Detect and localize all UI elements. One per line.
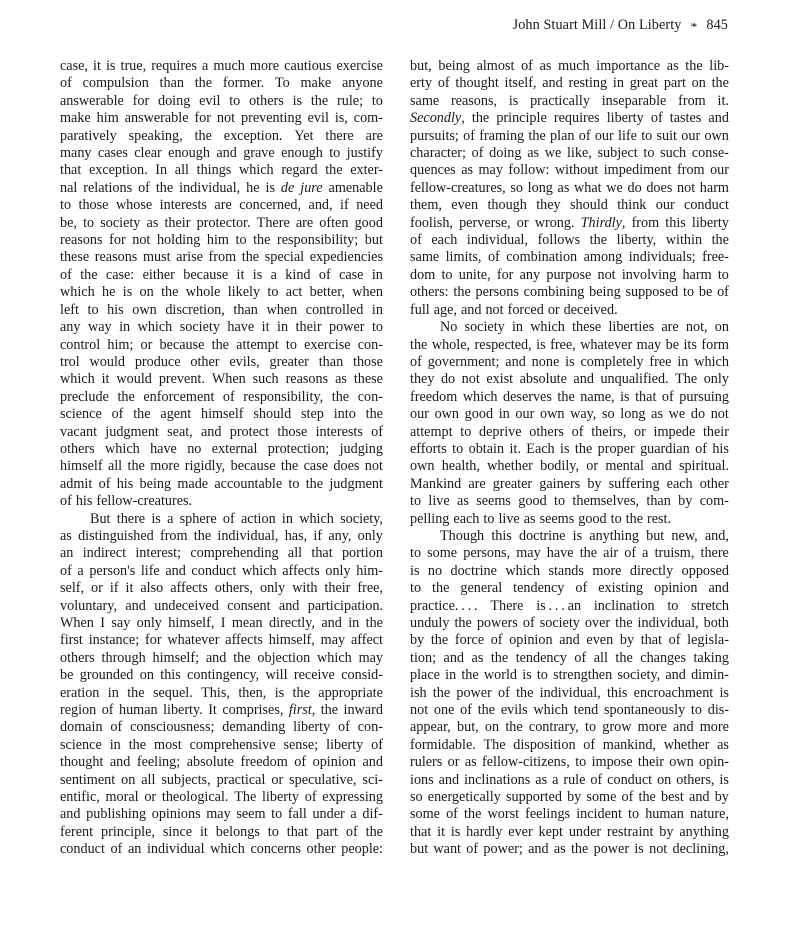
text-line: any way in which society have it in their power to [60,319,383,336]
text-line: as distinguished from the individual, has, if any, only [60,527,383,544]
text-line: same reasons, is practically inseparable from it. [410,92,729,109]
text-line: others: the persons combining being supposed to be of [410,284,729,301]
text-line: full age, and not forced or deceived. [410,301,618,318]
left-text-column [60,58,383,859]
text-line: which it would prevent. When such reasons as these [60,371,383,388]
page-number: 845 [706,17,728,33]
text-line: others through himself; and the objection which may [60,649,383,666]
text-line: pelling each to live as seems good to the rest. [410,510,672,527]
text-line: but, being almost of as much importance as the lib- [410,58,729,74]
text-line: so energetically supported by some of the best and by [410,789,729,806]
text-line: of government; and none is completely free in which [410,353,729,370]
text-line: these reasons must arise from the special expediencies [60,249,383,266]
text-line: and publishing opinions may seem to fall under a dif- [60,806,383,823]
text-line: which he is on the whole likely to act better, when [60,284,383,301]
header-title: On Liberty [617,17,682,33]
text-line: efforts to obtain it. Each is the proper guardian of his [410,440,729,457]
text-line: to live as seems good to themselves, than by com- [410,493,729,510]
text-line: science in the most comprehensive sense; liberty of [60,736,383,753]
text-line: attempt to deprive others of theirs, or impede their [410,423,729,440]
text-line: of the case: either because it is a kind of case in [60,266,383,283]
text-line: place in the world is to strengthen society, and dimin- [410,667,729,684]
text-line: of each individual, follows the liberty, within the [410,232,729,249]
text-line: to some persons, may have the air of a truism, there [410,545,729,562]
text-line: freedom which deserves the name, is that of pursuing [410,388,729,405]
text-line: appear, but, on the contrary, to grow more and more [410,719,729,736]
text-line: many cases clear enough and grave enough to justify [60,145,383,162]
text-line: is no doctrine which stands more directly opposed [410,562,729,579]
text-line: of compulsion than the former. To make anyone [60,75,383,92]
text-line: practice. . . . There is . . . an inclination to stretch [410,597,729,614]
text-line: pursuits; of framing the plan of our life to suit our own [410,127,729,144]
text-line: to those whose interests are concerned, and, if need [60,197,383,214]
text-line: science of the agent himself should step into the [60,406,383,423]
text-line: but want of power; and as the power is not declining, [410,841,729,858]
text-line: an indirect interest; comprehending all that portion [60,545,383,562]
text-line: answerable for doing evil to others is the rule; to [60,92,383,109]
text-line: region of human liberty. It comprises, first, the inward [60,702,383,719]
right-text-column [410,58,729,859]
text-line: by the force of opinion and even by that of legisla- [410,632,729,649]
text-line: Mankind are greater gainers by suffering each other [410,475,729,492]
text-line: same limits, of combination among individuals; free- [410,249,729,266]
text-line: first instance; for whatever affects himself, may affect [60,632,383,649]
text-line: trol would produce other evils, greater than those [60,353,383,370]
text-line: nal relations of the individual, he is de jure amenable [60,179,383,196]
text-line: foolish, perverse, or wrong. Thirdly, from this liberty [410,214,729,231]
text-line: sentiment on all subjects, practical or speculative, sci- [60,771,383,788]
text-line: preclude the enforcement of responsibility, the con- [60,388,383,405]
text-line: ferent principle, since it belongs to that part of the [60,823,383,840]
text-line: to the general tendency of existing opinion and [410,580,729,597]
text-line: When I say only himself, I mean directly, and in the [60,615,383,631]
text-line: ions and inclinations as a rule of conduct on others, is [410,771,729,788]
text-line: fellow-creatures, so long as what we do does not harm [410,179,729,196]
text-line: But there is a sphere of action in which society, [90,510,383,527]
text-line: thought and feeling; absolute freedom of opinion and [60,754,383,771]
text-line: No society in which these liberties are not, on [440,319,729,336]
text-line: of a person's life and conduct which affects only him- [60,562,383,579]
text-line: not one of the evils which tend spontaneously to dis- [410,702,729,719]
text-line: vacant judgment seat, and protect those interests of [60,423,383,440]
text-line: case, it is true, requires a much more cautious exercise [60,58,383,74]
text-line: domain of consciousness; demanding liberty of con- [60,719,383,736]
text-line: tion; and as the tendency of all the changes taking [410,649,729,666]
text-line: others which have no external protection; judging [60,440,383,457]
text-line: make him answerable for not preventing evil is, com- [60,110,383,127]
text-line: rulers or as fellow-citizens, to impose their own opin- [410,754,729,771]
text-line: eration in the sequel. This, then, is the appropriate [60,684,383,701]
text-line: unduly the powers of society over the individual, both [410,615,729,631]
text-line: quences as may follow: without impediment from our [410,162,729,179]
text-line: that it is hardly ever kept under restraint by anything [410,823,729,840]
text-line: own health, whether bodily, or mental and spiritual. [410,458,729,475]
text-line: control him; or because the attempt to exercise con- [60,336,383,353]
text-line: character; of doing as we like, subject to such conse- [410,145,729,162]
text-line: conduct of an individual which concerns other people: [60,841,383,858]
text-line: our own good in our own way, so long as we do not [410,406,729,423]
text-line: entific, moral or theological. The liberty of expressing [60,789,383,806]
text-line: voluntary, and undeceived consent and participation. [60,597,383,614]
text-line: some of the worst feelings incident to human nature, [410,806,729,823]
text-line: the whole, respected, is free, whatever may be its form [410,336,729,353]
text-line: left to his own discretion, than when controlled in [60,301,383,318]
text-line: reasons for not holding him to the responsibility; but [60,232,383,249]
text-line: self, or if it also affects others, only with their free, [60,580,383,597]
text-line: that exception. In all things which regard the exter- [60,162,383,179]
text-line: be grounded on this contingency, will receive consid- [60,667,383,684]
text-line: ish the power of the individual, this encroachment is [410,684,729,701]
fleuron-ornament-icon: ❧ [690,20,698,30]
text-line: erty of thought itself, and resting in great part on the [410,75,729,92]
text-line: admit of his being made accountable to the judgment [60,475,383,492]
header-author: John Stuart Mill [512,17,607,33]
header-separator: / [610,17,615,33]
running-head [513,17,728,34]
text-line: of his fellow-creatures. [60,493,193,510]
text-line: Though this doctrine is anything but new, and, [440,527,729,544]
text-line: paratively speaking, the exception. Yet there are [60,127,383,144]
text-line: they do not exist absolute and unqualified. The only [410,371,729,388]
text-line: himself all the more rigidly, because the case does not [60,458,383,475]
text-line: be, to society as their protector. There are often good [60,214,383,231]
text-line: dom to unite, for any purpose not involving harm to [410,266,729,283]
text-line: formidable. The disposition of mankind, whether as [410,736,729,753]
text-line: them, even though they should think our conduct [410,197,729,214]
text-line: Secondly, the principle requires liberty of tastes and [410,110,729,127]
